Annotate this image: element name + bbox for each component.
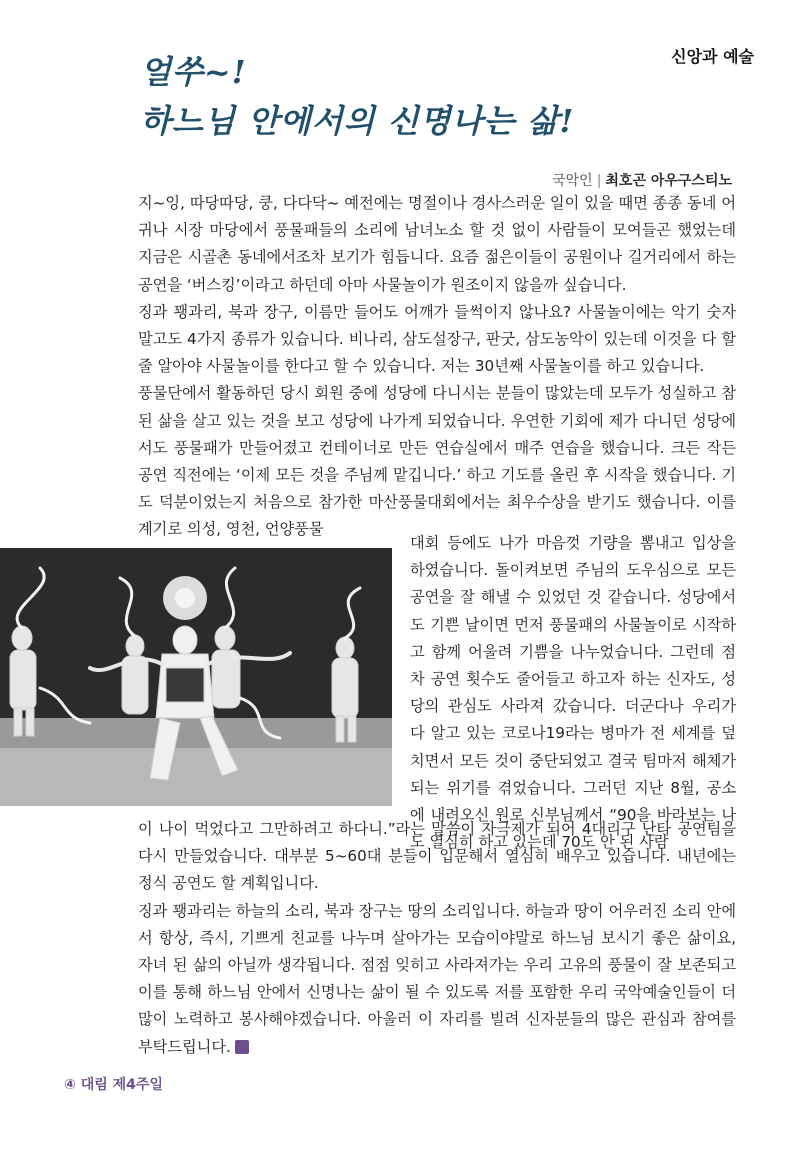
section-tag: 신앙과 예술 [671,47,754,66]
paragraph: 대회 등에도 나가 마음껏 기량을 뽐내고 입상을 하였습니다. 돌이켜보면 주님의 도우심으로 모든 공연을 잘 해낼 수 있었던 것 같습니다. 성당에서도 기쁜 날이면 먼저 풍물패의 사물놀이로 시작하고 함께 어울려 기쁨을 나누었습니다. 그런데 점차 공연 횟수도 줄어들고 하고자 하는 신자도, 성당의 관심도 사라져 갔습니다. 더군다나 우리가 다 알고 있는 코로나19라는 병마가 전 세계를 덮치면서 모든 것이 중단되었고 결국 팀마저 해체가 되는 위기를 겪었습니다. 그러던 지난 8월, 공소에 내려오신 원로 신부님께서 “90을 바라보는 나도 열심히 하고 있는데 70도 안 된 사람 [410,534,736,852]
end-mark-icon [235,1040,249,1054]
author-role: 국악인 [552,173,593,189]
paragraph-text: 징과 꽹과리는 하늘의 소리, 북과 장구는 땅의 소리입니다. 하늘과 땅이 어우러진 소리 안에서 항상, 즉시, 기쁘게 친교를 나누며 살아가는 모습이야말로 하느님 보시기 좋은 삶이요, 자녀 된 삶의 아닐까 생각됩니다. 점점 잊히고 사라져가는 우리 고유의 풍물이 잘 보존되고 이를 통해 하느님 안에서 신명나는 삶이 될 수 있도록 저를 포함한 우리 국악예술인들이 더 많이 노력하고 봉사해야겠습니다. 아울러 이 자리를 빌려 신자분들의 많은 관심과 참여를 부탁드립니다. [138,901,736,1056]
article-body-wrap [410,530,736,856]
samulnori-performance-photo [0,548,392,806]
byline [552,170,732,190]
article-body-top [138,190,736,544]
page-footer: ④ 대림 제4주일 [64,1077,163,1093]
paragraph: 지~잉, 따당따당, 쿵, 다다닥~ 예전에는 명절이나 경사스러운 일이 있을 때면 종종 동네 어귀나 시장 마당에서 풍물패들의 소리에 남녀노소 할 것 없이 사람들이 모여들곤 했었는데 지금은 시골촌 동네에서조차 보기가 힘듭니다. 요즘 젊은이들이 공원이나 길거리에서 하는 공연을 ‘버스킹’이라고 하던데 아마 사물놀이가 원조이지 않을까 싶습니다. [138,194,736,294]
paragraph: 징과 꽹과리, 북과 장구, 이름만 들어도 어깨가 들썩이지 않나요? 사물놀이에는 악기 숫자 말고도 4가지 종류가 있습니다. 비나리, 삼도설장구, 판굿, 삼도농악이 있는데 이것을 다 할 줄 알아야 사물놀이를 한다고 할 수 있습니다. 저는 30년째 사물놀이를 하고 있습니다. [138,302,736,376]
byline-separator: | [596,173,602,189]
paragraph: 풍물단에서 활동하던 당시 회원 중에 성당에 다니시는 분들이 많았는데 모두가 성실하고 참된 삶을 살고 있는 것을 보고 성당에 나가게 되었습니다. 우연한 기회에 제가 다니던 성당에서도 풍물패가 만들어졌고 컨테이너로 만든 연습실에서 매주 연습을 했습니다. 크든 작든 공연 직전에는 ‘이제 모든 것을 주님께 맡깁니다.’ 하고 기도를 올린 후 시작을 했습니다. 기도 덕분이었는지 처음으로 참가한 마산풍물대회에서는 최우수상을 받기도 했습니다. 이를 계기로 의성, 영천, 언양풍물 [138,384,736,539]
performance-illustration [0,548,392,806]
author-name: 최호곤 아우구스티노 [605,173,732,189]
article-title [140,50,574,148]
title-line-1: 얼쑤~! [140,53,247,91]
paragraph [138,898,736,1061]
article-body-bottom [138,816,736,1061]
paragraph: 이 나이 먹었다고 그만하려고 하다니.”라는 말씀이 자극제가 되어 4대리구 난타 공연팀을 다시 만들었습니다. 대부분 5~60대 분들이 입문해서 열심히 배우고 있습니다. 내년에는 정식 공연도 할 계획입니다. [138,820,736,893]
title-line-2: 하느님 안에서의 신명나는 삶! [140,102,575,140]
